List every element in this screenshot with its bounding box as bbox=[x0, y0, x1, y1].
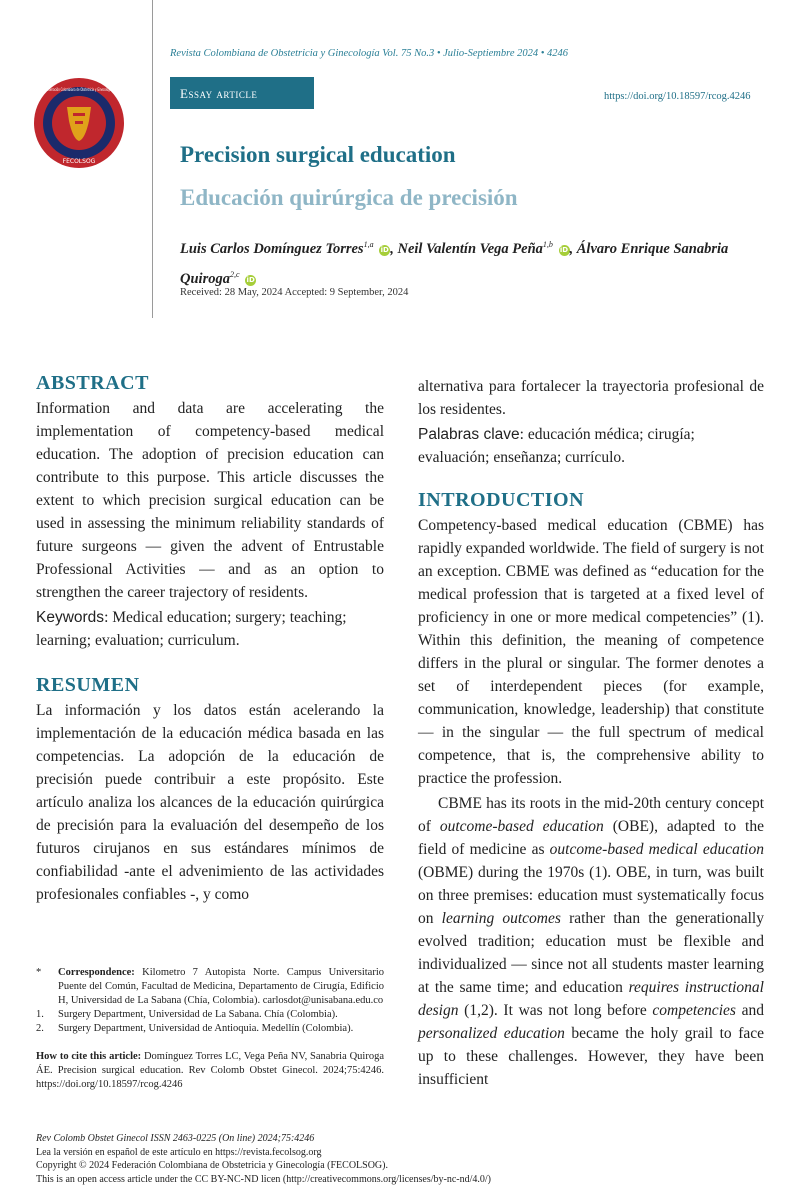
intro-paragraph-2 bbox=[418, 792, 764, 1091]
resumen-text: La información y los datos están acelerando la implementación de la educación médica basada en las competencias. La adopción de la educación de precisión puede contribuir a este propósito. Este artículo analiza los alcances de la educación quirúrgica de precisión para la evaluación del desempeño de los futuros cirujanos en sus estándares mínimos de confiabilidad -ante el advenimiento de las actividades profesionales confiables -, y como bbox=[36, 702, 384, 903]
correspondence-text: Kilometro 7 Autopista Norte. Campus Universitario Puente del Común, Facultad de Medicina, Departamento de Cirugía, Edificio H, Universidad de La Sabana (Chía, Colombia). carlosdot@unisabana.edu.co bbox=[58, 967, 384, 1006]
author-name: Álvaro Enrique Sanabria bbox=[576, 240, 729, 257]
affiliation-2 bbox=[36, 1022, 384, 1036]
footnote-marker: * bbox=[36, 967, 42, 978]
italic-term: outcome-based medical education bbox=[549, 841, 764, 858]
resumen-text-continued: alternativa para fortalecer la trayectoria profesional de los residentes. bbox=[418, 378, 764, 418]
author-name: Neil Valentín Vega Peña bbox=[397, 240, 543, 257]
logo-ring-text: Federación Colombiana de Obstetricia y Ginecología bbox=[46, 87, 113, 92]
journal-citation-line: Revista Colombiana de Obstetricia y Ginecología Vol. 75 No.3 • Julio-Septiembre 2024 • 4246 bbox=[170, 48, 569, 59]
author-affiliation: 1,a bbox=[363, 240, 374, 249]
text-run: rather than the generationally evolved tradition; education must be flexible and individualized — since not all students master learning at the same time; and education bbox=[418, 910, 764, 996]
fecolsog-logo bbox=[33, 77, 125, 169]
orcid-icon[interactable]: iD bbox=[380, 245, 389, 254]
article-title-english: Precision surgical education bbox=[180, 142, 456, 167]
cite-text: Domínguez Torres LC, Vega Peña NV, Sanabria Quiroga ÁE. Precision surgical education. Rev Colomb Obstet Ginecol. 2024;75:4246. https://doi.org/10.18597/rcog.4246 bbox=[36, 1051, 384, 1090]
italic-term: learning outcomes bbox=[441, 910, 561, 927]
footer-copyright: Copyright © 2024 Federación Colombiana de Obstetricia y Ginecología (FECOLSOG). bbox=[36, 1160, 388, 1171]
left-column bbox=[36, 372, 384, 906]
text-run: (OBME) during the 1970s (1). OBE, in turn, was built on three premises: education must systematically focus on bbox=[418, 864, 764, 927]
italic-term: outcome-based education bbox=[439, 818, 604, 835]
affiliation-1 bbox=[36, 1008, 384, 1022]
footnote-number: 1. bbox=[36, 1009, 44, 1020]
text-run: and bbox=[735, 1002, 764, 1019]
article-title-spanish: Educación quirúrgica de precisión bbox=[180, 185, 518, 210]
palabras-clave-text: : educación médica; cirugía; evaluación; enseñanza; currículo. bbox=[418, 426, 695, 466]
author-affiliation: 1,b bbox=[542, 240, 553, 249]
abstract-heading: ABSTRACT bbox=[36, 372, 149, 394]
italic-term: competencies bbox=[652, 1002, 736, 1019]
right-column bbox=[418, 375, 764, 1091]
affiliation-text: Surgery Department, Universidad de Antioquia. Medellín (Colombia). bbox=[58, 1023, 354, 1034]
correspondence-note bbox=[36, 966, 384, 1008]
keywords-label: Keywords bbox=[36, 609, 105, 626]
text-run: (OBE), adapted to the field of medicine as bbox=[418, 818, 764, 858]
doi-link[interactable]: https://doi.org/10.18597/rcog.4246 bbox=[604, 91, 751, 102]
article-type-label: Essay article bbox=[180, 86, 258, 101]
how-to-cite bbox=[36, 1050, 384, 1092]
orcid-icon[interactable]: iD bbox=[559, 245, 569, 254]
italic-term: personalized education bbox=[418, 1025, 565, 1042]
resumen-heading: RESUMEN bbox=[36, 674, 140, 696]
palabras-clave-label: Palabras clave bbox=[418, 426, 520, 443]
header-divider bbox=[152, 0, 153, 318]
author-affiliation: 2,c bbox=[229, 269, 240, 279]
footer-spanish-version: Lea la versión en español de este artículo en https://revista.fecolsog.org bbox=[36, 1146, 322, 1158]
footnote-number: 2. bbox=[36, 1023, 44, 1034]
palabras-clave-line bbox=[418, 423, 764, 469]
author-name: Luis Carlos Domínguez Torres bbox=[180, 240, 364, 257]
footnotes bbox=[36, 966, 384, 1092]
abstract-text: Information and data are accelerating the implementation of competency-based medical education. The adoption of precision education can contribute to this purpose. This article discusses the extent to which precision surgical education can be used in assessing the minimum reliability standards of future surgeons — given the advent of Entrustable Professional Activities — and as an option to strengthen the career trajectory of residents. bbox=[36, 400, 384, 601]
italic-term: requires instructional design bbox=[418, 979, 764, 1019]
introduction-heading: INTRODUCTION bbox=[418, 489, 585, 511]
text-run: (1,2). It was not long before bbox=[458, 1002, 653, 1019]
author-list: Luis Carlos Domínguez Torres$^{1,a}$ iD, Neil Valentín Vega Peña$^{1,b}$ iD, Álvaro Enrique Sanabria Quiroga$^{2,c}$ iD bbox=[180, 240, 729, 287]
footer-issn: Rev Colomb Obstet Ginecol ISSN 2463-0225 (On line) 2024;75:4246 bbox=[36, 1133, 315, 1144]
page-footer bbox=[36, 1132, 756, 1186]
author-name-cont: Quiroga bbox=[180, 270, 230, 287]
logo-text: FECOLSOG bbox=[62, 158, 96, 165]
article-type-badge bbox=[170, 77, 314, 109]
text-run: CBME has its roots in the mid-20th century concept of bbox=[418, 795, 764, 835]
correspondence-label: Correspondence: bbox=[58, 967, 135, 978]
affiliation-text: Surgery Department, Universidad de La Sabana. Chía (Colombia). bbox=[58, 1009, 338, 1020]
orcid-icon[interactable]: iD bbox=[246, 275, 255, 284]
cite-label: How to cite this article: bbox=[36, 1051, 142, 1062]
footer-license: This is an open access article under the CC BY-NC-ND licen (http://creativecommons.org/licenses/by-nc-nd/4.0/) bbox=[36, 1173, 491, 1185]
received-accepted-dates: Received: 28 May, 2024 Accepted: 9 September, 2024 bbox=[180, 287, 409, 298]
text-run: became the holy grail to face up to these challenges. However, they have been insufficient bbox=[418, 1025, 764, 1088]
keywords-text: : Medical education; surgery; teaching; learning; evaluation; curriculum. bbox=[36, 609, 347, 649]
intro-paragraph-1: Competency-based medical education (CBME) has rapidly expanded worldwide. The field of surgery is not an exception. CBME was defined as “education for the medical profession that is targeted at a fixed level of proficiency in one or more medical competencies” (1). Within this definition, the meaning of competence differs in the plural or singular. The former denotes a set of interdependent pieces (for example, communication, knowledge, leadership) that constitute — in the singular — the full spectrum of medical competence, that is, the comprehensive ability to practice the profession. bbox=[418, 517, 764, 787]
keywords-line bbox=[36, 606, 384, 652]
